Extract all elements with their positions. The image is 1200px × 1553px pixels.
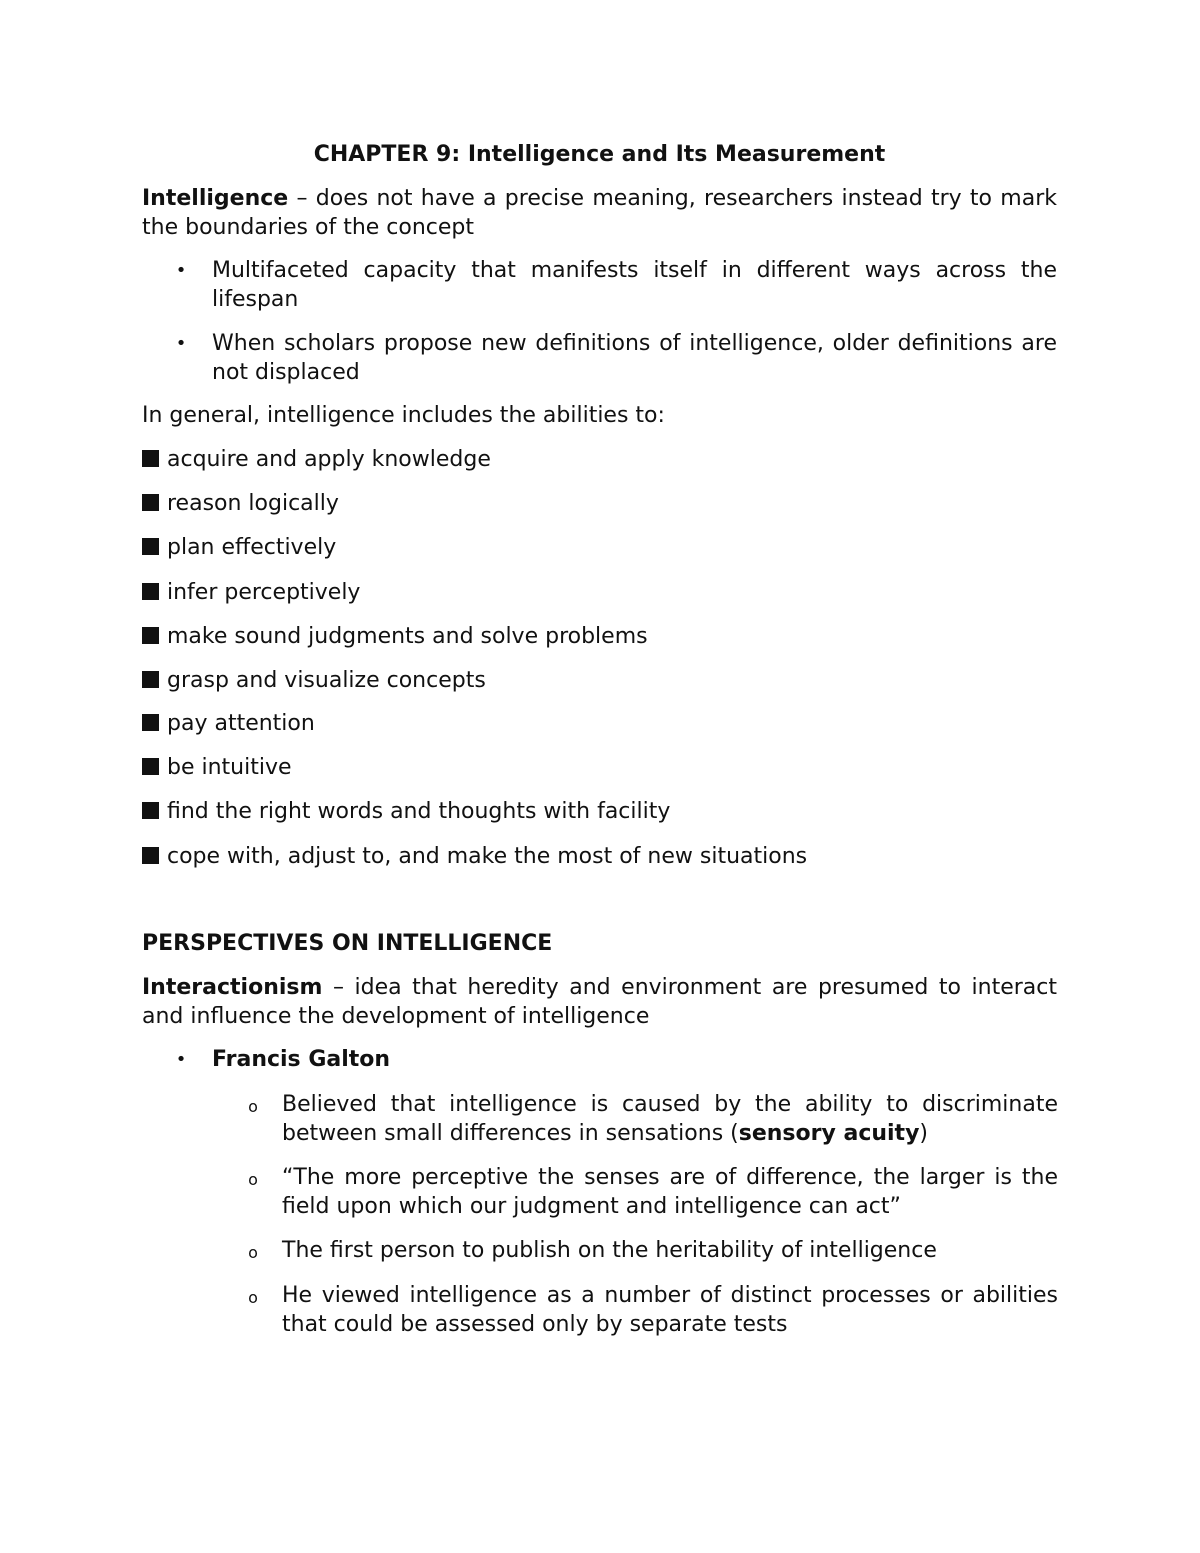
square-bullet-icon <box>142 802 159 819</box>
ability-text: grasp and visualize concepts <box>167 668 486 693</box>
chapter-title: CHAPTER 9: Intelligence and Its Measurement <box>313 142 886 167</box>
ability-text: reason logically <box>167 491 339 516</box>
ability-text: acquire and apply knowledge <box>167 447 491 472</box>
square-bullet-icon <box>142 450 159 467</box>
ability-item <box>142 666 1042 695</box>
square-bullet-icon <box>142 714 159 731</box>
ability-item <box>142 489 1042 518</box>
sub-bullet-icon: o <box>248 1243 258 1262</box>
ability-text: find the right words and thoughts with facility <box>167 799 671 824</box>
bullet-icon: • <box>175 333 187 354</box>
ability-text: make sound judgments and solve problems <box>167 624 648 649</box>
ability-item <box>142 753 1042 782</box>
ability-text: be intuitive <box>167 755 292 780</box>
interactionism-definition-text: – idea that heredity and environment are presumed to interact and influence the development of intelligence <box>142 975 1057 1029</box>
square-bullet-icon <box>142 758 159 775</box>
intro-bullet: Multifaceted capacity that manifests itself in different ways across the lifespan <box>212 258 1057 312</box>
intelligence-term: Intelligence <box>142 186 289 211</box>
square-bullet-icon <box>142 671 159 688</box>
bullet-icon: • <box>175 260 187 281</box>
galton-point: The first person to publish on the heritability of intelligence <box>282 1238 937 1263</box>
ability-item <box>142 533 1042 562</box>
sub-bullet-icon: o <box>248 1170 258 1189</box>
ability-item <box>142 797 1042 826</box>
sub-bullet-icon: o <box>248 1097 258 1116</box>
square-bullet-icon <box>142 494 159 511</box>
intro-bullet: When scholars propose new definitions of intelligence, older definitions are not displaced <box>212 331 1057 385</box>
galton-point <box>282 1090 1058 1148</box>
intelligence-definition <box>142 184 1057 242</box>
interactionism-term: Interactionism <box>142 975 323 1000</box>
square-bullet-icon <box>142 627 159 644</box>
ability-item <box>142 842 1042 871</box>
intelligence-definition-text: – does not have a precise meaning, researchers instead try to mark the boundaries of the concept <box>142 186 1057 240</box>
sub-bullet-icon: o <box>248 1288 258 1307</box>
ability-text: infer perceptively <box>167 580 361 605</box>
bullet-icon: • <box>175 1049 187 1070</box>
ability-item <box>142 709 1042 738</box>
interactionism-definition <box>142 973 1057 1031</box>
ability-item <box>142 445 1042 474</box>
ability-item <box>142 578 1042 607</box>
galton-point: “The more perceptive the senses are of difference, the larger is the field upon which our judgment and intelligence can act” <box>282 1165 1058 1219</box>
galton-heading: Francis Galton <box>212 1047 391 1072</box>
sensory-acuity-term: sensory acuity <box>738 1121 920 1146</box>
section-heading: PERSPECTIVES ON INTELLIGENCE <box>142 931 553 956</box>
galton-point-text: Believed that intelligence is caused by the ability to discriminate between small differences in sensations ( <box>282 1092 1058 1146</box>
galton-point: He viewed intelligence as a number of distinct processes or abilities that could be assessed only by separate tests <box>282 1283 1058 1337</box>
ability-text: plan effectively <box>167 535 337 560</box>
ability-text: cope with, adjust to, and make the most of new situations <box>167 844 808 869</box>
abilities-lead: In general, intelligence includes the abilities to: <box>142 403 665 428</box>
square-bullet-icon <box>142 538 159 555</box>
ability-item <box>142 622 1042 651</box>
square-bullet-icon <box>142 847 159 864</box>
galton-point-text-end: ) <box>919 1121 929 1146</box>
square-bullet-icon <box>142 583 159 600</box>
ability-text: pay attention <box>167 711 315 736</box>
